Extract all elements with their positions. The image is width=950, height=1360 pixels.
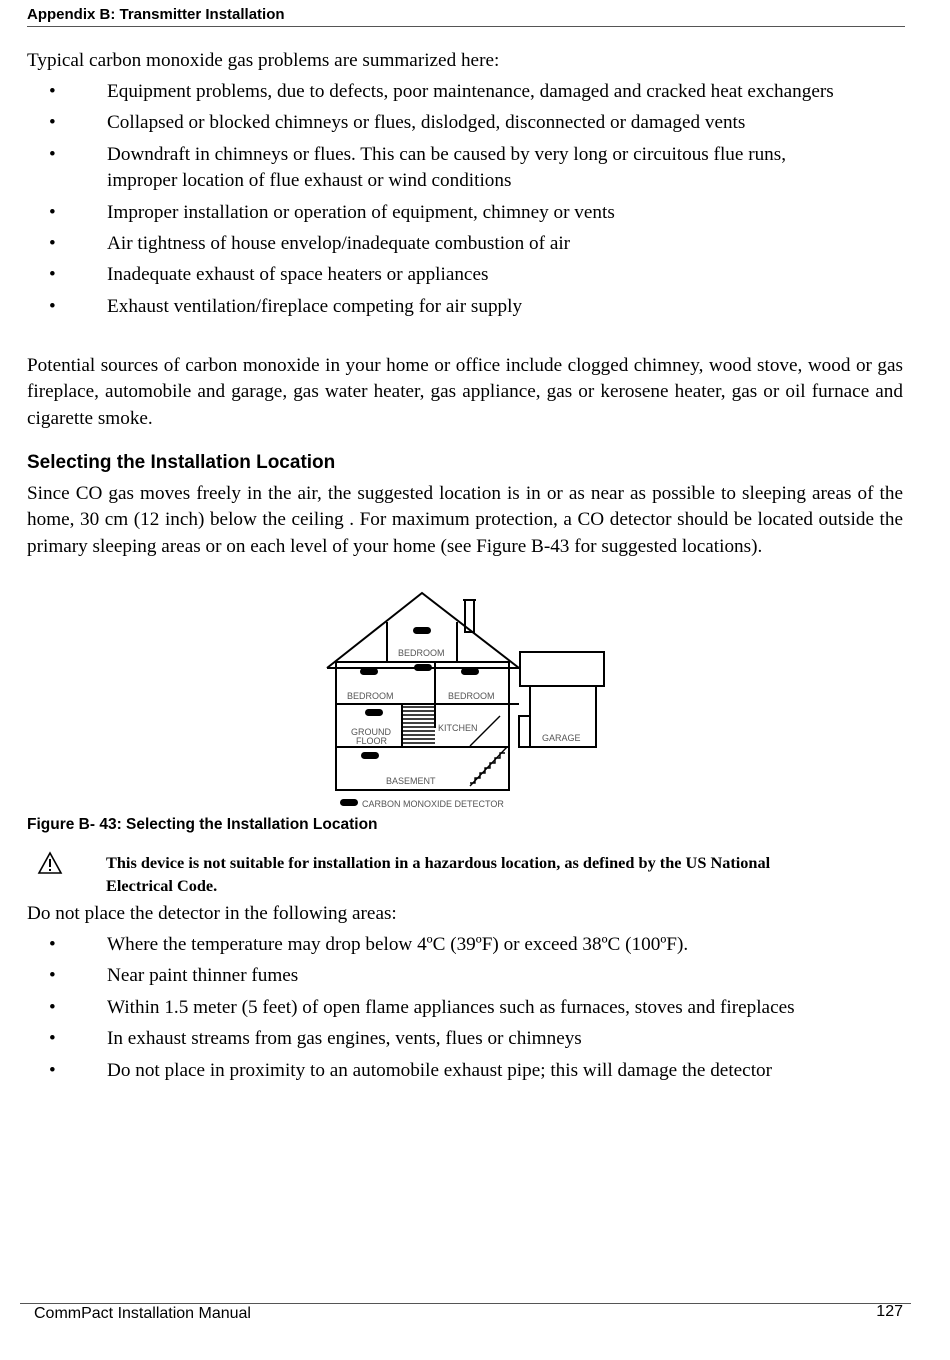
label-bedroom-right: BEDROOM bbox=[448, 691, 495, 701]
detector-icon bbox=[361, 752, 379, 759]
location-paragraph: Since CO gas moves freely in the air, the suggested location is in or as near as possible to sleeping areas of the home, 30 cm (12 inch) below the ceiling . For maximum protection, a CO detector should be located outside the primary sleeping areas or on each level of your home (see Figure B-43 for suggested locations). bbox=[27, 483, 903, 557]
label-bedroom-left: BEDROOM bbox=[347, 691, 394, 701]
list-item: • Inadequate exhaust of space heaters or appliances bbox=[27, 262, 903, 288]
list-item: • Do not place in proximity to an automobile exhaust pipe; this will damage the detector bbox=[27, 1058, 903, 1084]
list-item: • Equipment problems, due to defects, poor maintenance, damaged and cracked heat exchangers bbox=[27, 79, 903, 105]
bullet: • bbox=[49, 1028, 56, 1050]
intro-paragraph: Typical carbon monoxide gas problems are summarized here: bbox=[27, 50, 500, 71]
avoid-intro: Do not place the detector in the following areas: bbox=[27, 903, 397, 924]
section-heading: Selecting the Installation Location bbox=[27, 452, 336, 473]
bullet: • bbox=[49, 295, 56, 317]
footer-manual-title: CommPact Installation Manual bbox=[34, 1305, 251, 1322]
detector-icon bbox=[414, 664, 432, 671]
detector-icon bbox=[461, 668, 479, 675]
list-item: • In exhaust streams from gas engines, vents, flues or chimneys bbox=[27, 1026, 903, 1052]
label-kitchen: KITCHEN bbox=[438, 723, 478, 733]
list-item: • Collapsed or blocked chimneys or flues, dislodged, disconnected or damaged vents bbox=[27, 110, 903, 136]
list-item: • Where the temperature may drop below 4ºC (39ºF) or exceed 38ºC (100ºF). bbox=[27, 932, 903, 958]
label-ground: GROUND bbox=[351, 727, 391, 737]
label-garage: GARAGE bbox=[542, 733, 581, 743]
warning-text: This device is not suitable for installation in a hazardous location, as defined by the US National Electrical Code. bbox=[106, 853, 771, 895]
house-diagram bbox=[320, 588, 620, 813]
list-item: • Improper installation or operation of equipment, chimney or vents bbox=[27, 200, 903, 226]
list-item: • Air tightness of house envelop/inadequate combustion of air bbox=[27, 231, 903, 257]
bullet: • bbox=[49, 233, 56, 255]
bullet: • bbox=[49, 934, 56, 955]
list-item: • Within 1.5 meter (5 feet) of open flame appliances such as furnaces, stoves and fireplaces bbox=[27, 995, 903, 1021]
bullet: • bbox=[49, 996, 56, 1018]
bullet: • bbox=[49, 264, 56, 286]
problems-list bbox=[27, 79, 903, 325]
bullet: • bbox=[49, 112, 56, 134]
figure-caption: Figure B- 43: Selecting the Installation Location bbox=[27, 816, 378, 833]
warning-triangle-icon bbox=[37, 851, 63, 875]
page-number: 127 bbox=[876, 1303, 903, 1320]
bullet: • bbox=[49, 1059, 56, 1081]
legend-label: CARBON MONOXIDE DETECTOR bbox=[362, 799, 504, 809]
list-item: • Near paint thinner fumes bbox=[27, 963, 903, 989]
list-item: • Downdraft in chimneys or flues. This can be caused by very long or circuitous flue runs, improper location of flue exhaust or wind conditions bbox=[49, 143, 787, 192]
page-header: Appendix B: Transmitter Installation bbox=[27, 6, 285, 23]
bullet: • bbox=[49, 143, 56, 165]
list-item: • Exhaust ventilation/fireplace competing for air supply bbox=[27, 294, 903, 320]
main-house bbox=[336, 662, 509, 790]
legend-detector-icon bbox=[340, 799, 358, 806]
bullet: • bbox=[49, 201, 56, 223]
bullet: • bbox=[49, 81, 56, 102]
sources-paragraph: Potential sources of carbon monoxide in your home or office include clogged chimney, wood stove, wood or gas fireplace, automobile and garage, gas water heater, gas appliance, gas or kerosene heater, gas or oil furnace and cigarette smoke. bbox=[27, 355, 903, 429]
bullet: • bbox=[49, 965, 56, 987]
detector-icon bbox=[413, 627, 431, 634]
label-basement: BASEMENT bbox=[386, 776, 436, 786]
detector-icon bbox=[360, 668, 378, 675]
header-divider bbox=[27, 26, 905, 27]
detector-icon bbox=[365, 709, 383, 716]
garage-door bbox=[519, 716, 530, 747]
footer-divider bbox=[20, 1303, 911, 1304]
label-floor: FLOOR bbox=[356, 736, 388, 746]
label-bedroom-top: BEDROOM bbox=[398, 648, 445, 658]
avoid-list bbox=[27, 932, 903, 1089]
garage-roof bbox=[520, 652, 604, 686]
